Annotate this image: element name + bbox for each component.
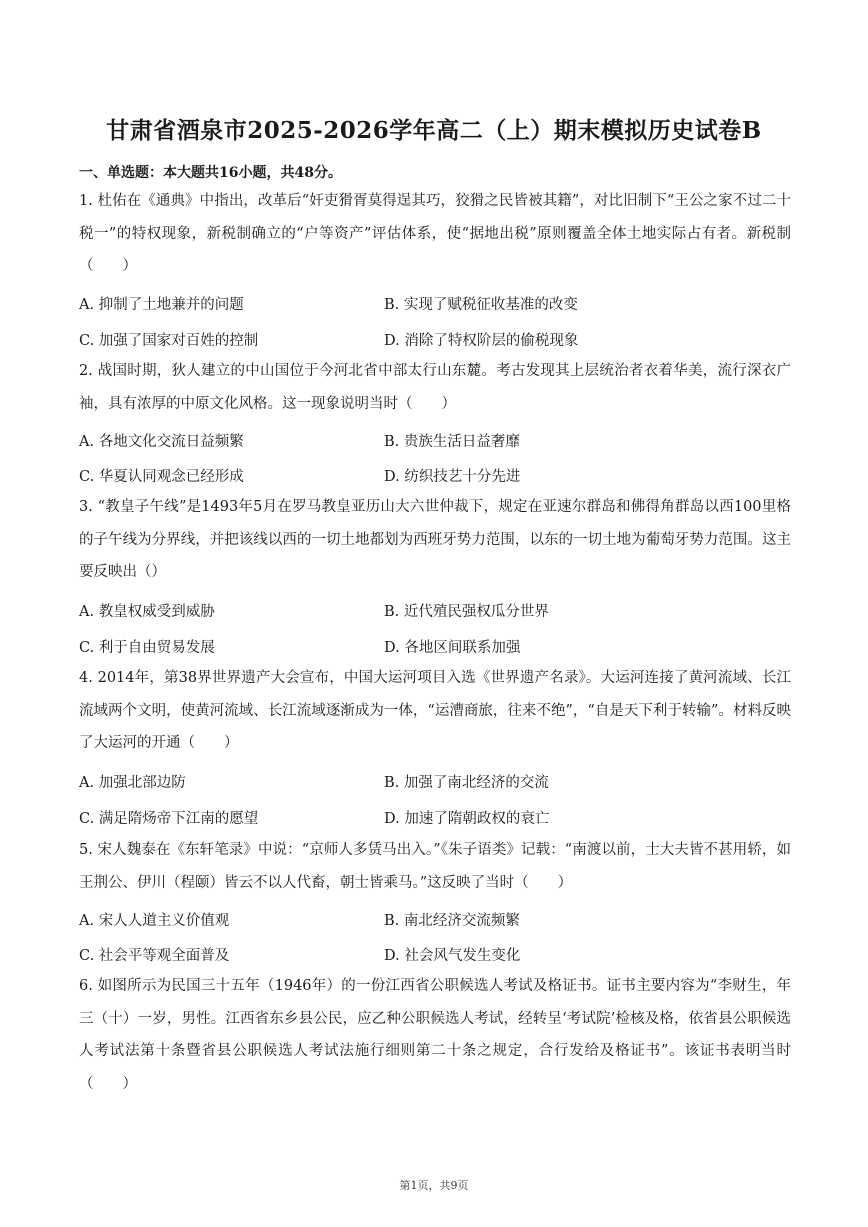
option-a: A. 抑制了土地兼并的问题 [79,297,244,313]
option-a: A. 加强北部边防 [79,775,186,791]
option-d: D. 社会风气发生变化 [384,948,521,964]
question-stem: 4. 2014年，第38界世界遗产大会宣布，中国大运河项目入选《世界遗产名录》。大运河连接了黄河流域、长江流域两个文明，使黄河流域、长江流域逐渐成为一体，“运漕商旅，往来不绝”，“自是天下利于转输”。材料反映了大运河的开通（ ） [79,670,791,751]
option-c: C. 加强了国家对百姓的控制 [79,333,259,349]
option-b: B. 实现了赋税征收基准的改变 [384,297,578,313]
option-b: B. 加强了南北经济的交流 [384,775,549,791]
question-stem: 1. 杜佑在《通典》中指出，改革后“奸吏猾胥莫得逞其巧，狡猾之民皆被其籍”，对比旧制下“王公之家不过二十税一”的特权现象，新税制确立的“户等资产”评估体系，使“据地出税”原则覆盖全体土地实际占有者。新税制（ ） [79,193,791,274]
section-heading: 一、单选题：本大题共16小题，共48分。 [79,165,342,181]
option-c: C. 华夏认同观念已经形成 [79,469,244,485]
option-c: C. 利于自由贸易发展 [79,640,215,656]
question-stem: 3. “教皇子午线”是1493年5月在罗马教皇亚历山大六世仲裁下，规定在亚速尔群岛和佛得角群岛以西100里格的子午线为分界线，并把该线以西的一切土地都划为西班牙势力范围，以东的一切土地为葡萄牙势力范围。这主要反映出（） [79,499,791,580]
option-a: A. 宋人人道主义价值观 [79,913,230,929]
question-stem: 2. 战国时期，狄人建立的中山国位于今河北省中部太行山东麓。考古发现其上层统治者衣着华美，流行深衣广袖，具有浓厚的中原文化风格。这一现象说明当时（ ） [79,363,791,412]
question-stem: 5. 宋人魏泰在《东轩笔录》中说：“京师人多赁马出入。”《朱子语类》记载：“南渡以前，士大夫皆不甚用轿，如王荆公、伊川（程颐）皆云不以人代畜，朝士皆乘马。”这反映了当时（ ） [79,842,791,891]
option-a: A. 教皇权威受到威胁 [79,604,215,620]
option-d: D. 加速了隋朝政权的衰亡 [384,811,550,827]
option-b: B. 贵族生活日益奢靡 [384,434,520,450]
question-stem: 6. 如图所示为民国三十五年（1946年）的一份江西省公职候选人考试及格证书。证书主要内容为“李财生，年三（十）一岁，男性。江西省东乡县公民，应乙种公职候选人考试，经转呈‘考试院’检核及格，依省县公职候选人考试法第十条暨省县公职候选人考试法施行细则第二十条之规定，合行发给及格证书”。该证书表明当时（ ） [79,978,791,1092]
option-b: B. 近代殖民强权瓜分世界 [384,604,549,620]
option-a: A. 各地文化交流日益频繁 [79,434,244,450]
option-c: C. 社会平等观全面普及 [79,948,230,964]
option-d: D. 消除了特权阶层的偷税现象 [384,333,579,349]
page-title: 甘肃省酒泉市2025-2026学年高二（上）期末模拟历史试卷B [106,117,762,144]
option-d: D. 纺织技艺十分先进 [384,469,521,485]
option-c: C. 满足隋炀帝下江南的愿望 [79,811,259,827]
option-d: D. 各地区间联系加强 [384,640,521,656]
page-footer: 第1页，共9页 [399,1179,469,1192]
option-b: B. 南北经济交流频繁 [384,913,520,929]
